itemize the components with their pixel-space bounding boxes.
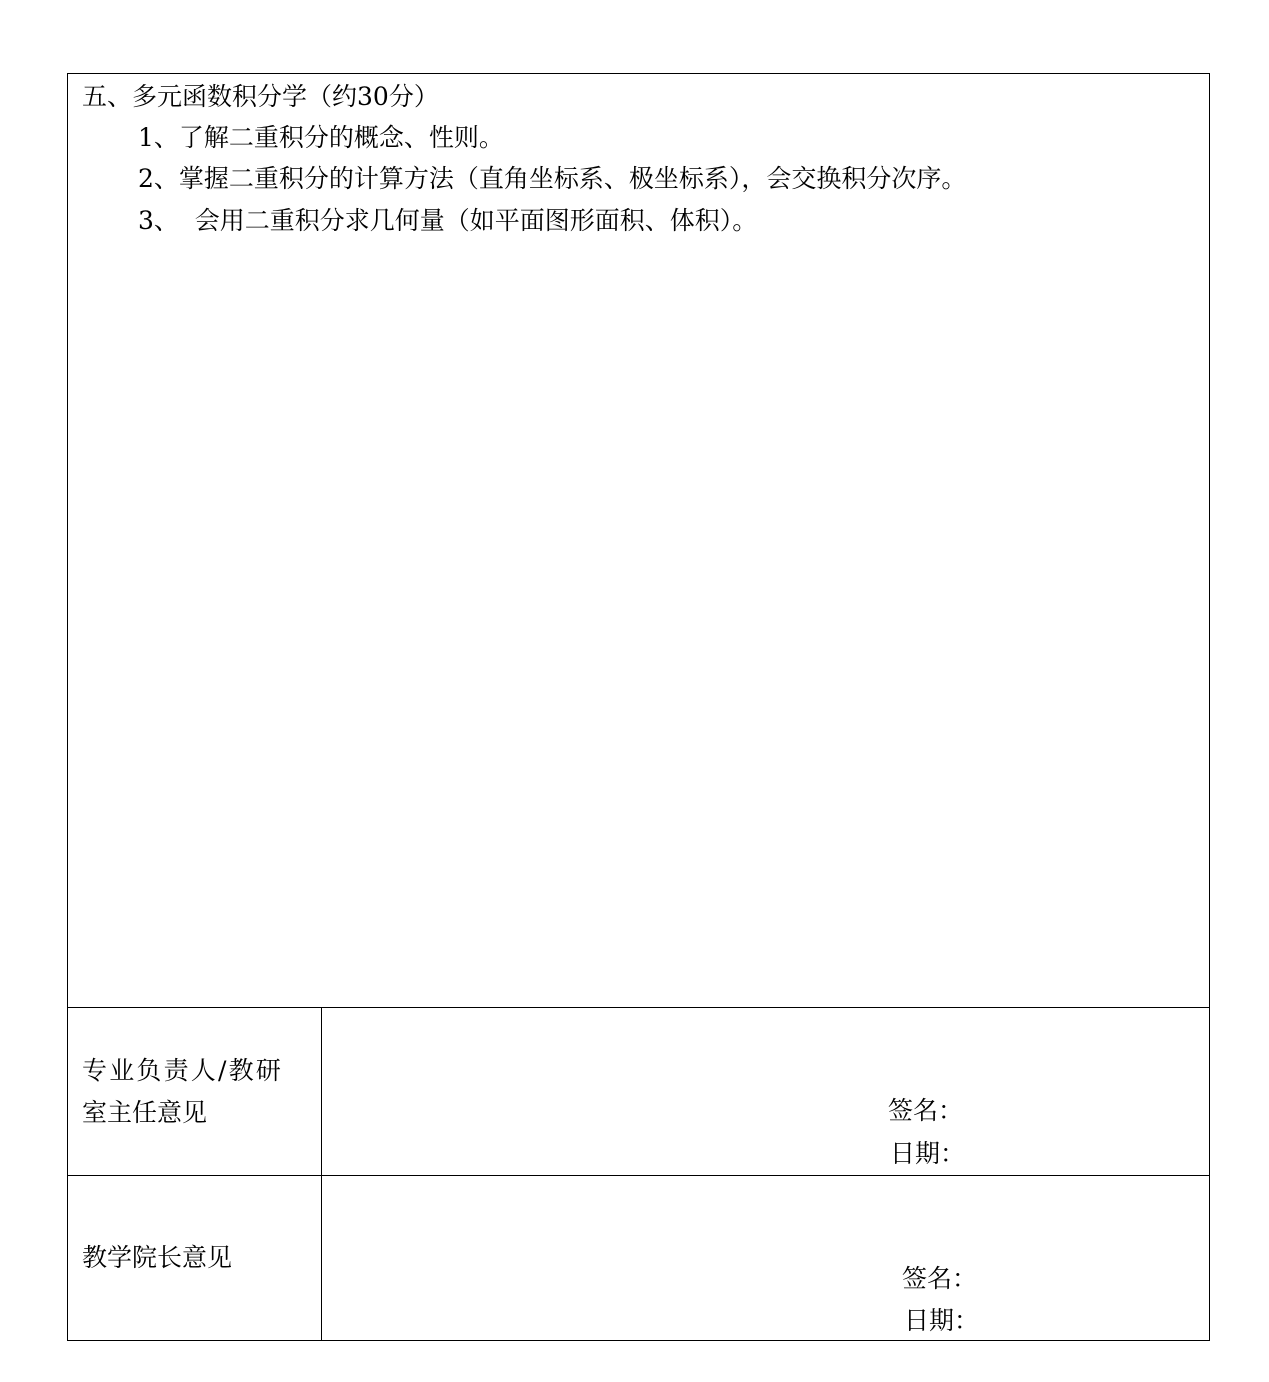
column-divider — [321, 1007, 322, 1341]
form-table — [67, 73, 1210, 1341]
row-divider-approvals — [68, 1175, 1209, 1176]
section-item-2: 2、掌握二重积分的计算方法（直角坐标系、极坐标系），会交换积分次序。 — [138, 164, 967, 193]
section-heading: 五、多元函数积分学（约30分） — [82, 82, 439, 111]
signature-label-2: 签名： — [902, 1264, 978, 1293]
date-label-1: 日期： — [890, 1139, 966, 1168]
section-item-1: 1、了解二重积分的概念、性则。 — [138, 123, 504, 152]
approval-label-dean: 教学院长意见 — [82, 1243, 233, 1272]
signature-label-1: 签名： — [888, 1096, 964, 1125]
approval-label-major-head-line1: 专业负责人/教研 — [82, 1056, 284, 1085]
section-item-3: 3、 会用二重积分求几何量（如平面图形面积、体积）。 — [138, 206, 758, 235]
approval-label-major-head-line2: 室主任意见 — [82, 1098, 208, 1127]
row-divider-content — [68, 1007, 1209, 1008]
date-label-2: 日期： — [904, 1306, 980, 1335]
